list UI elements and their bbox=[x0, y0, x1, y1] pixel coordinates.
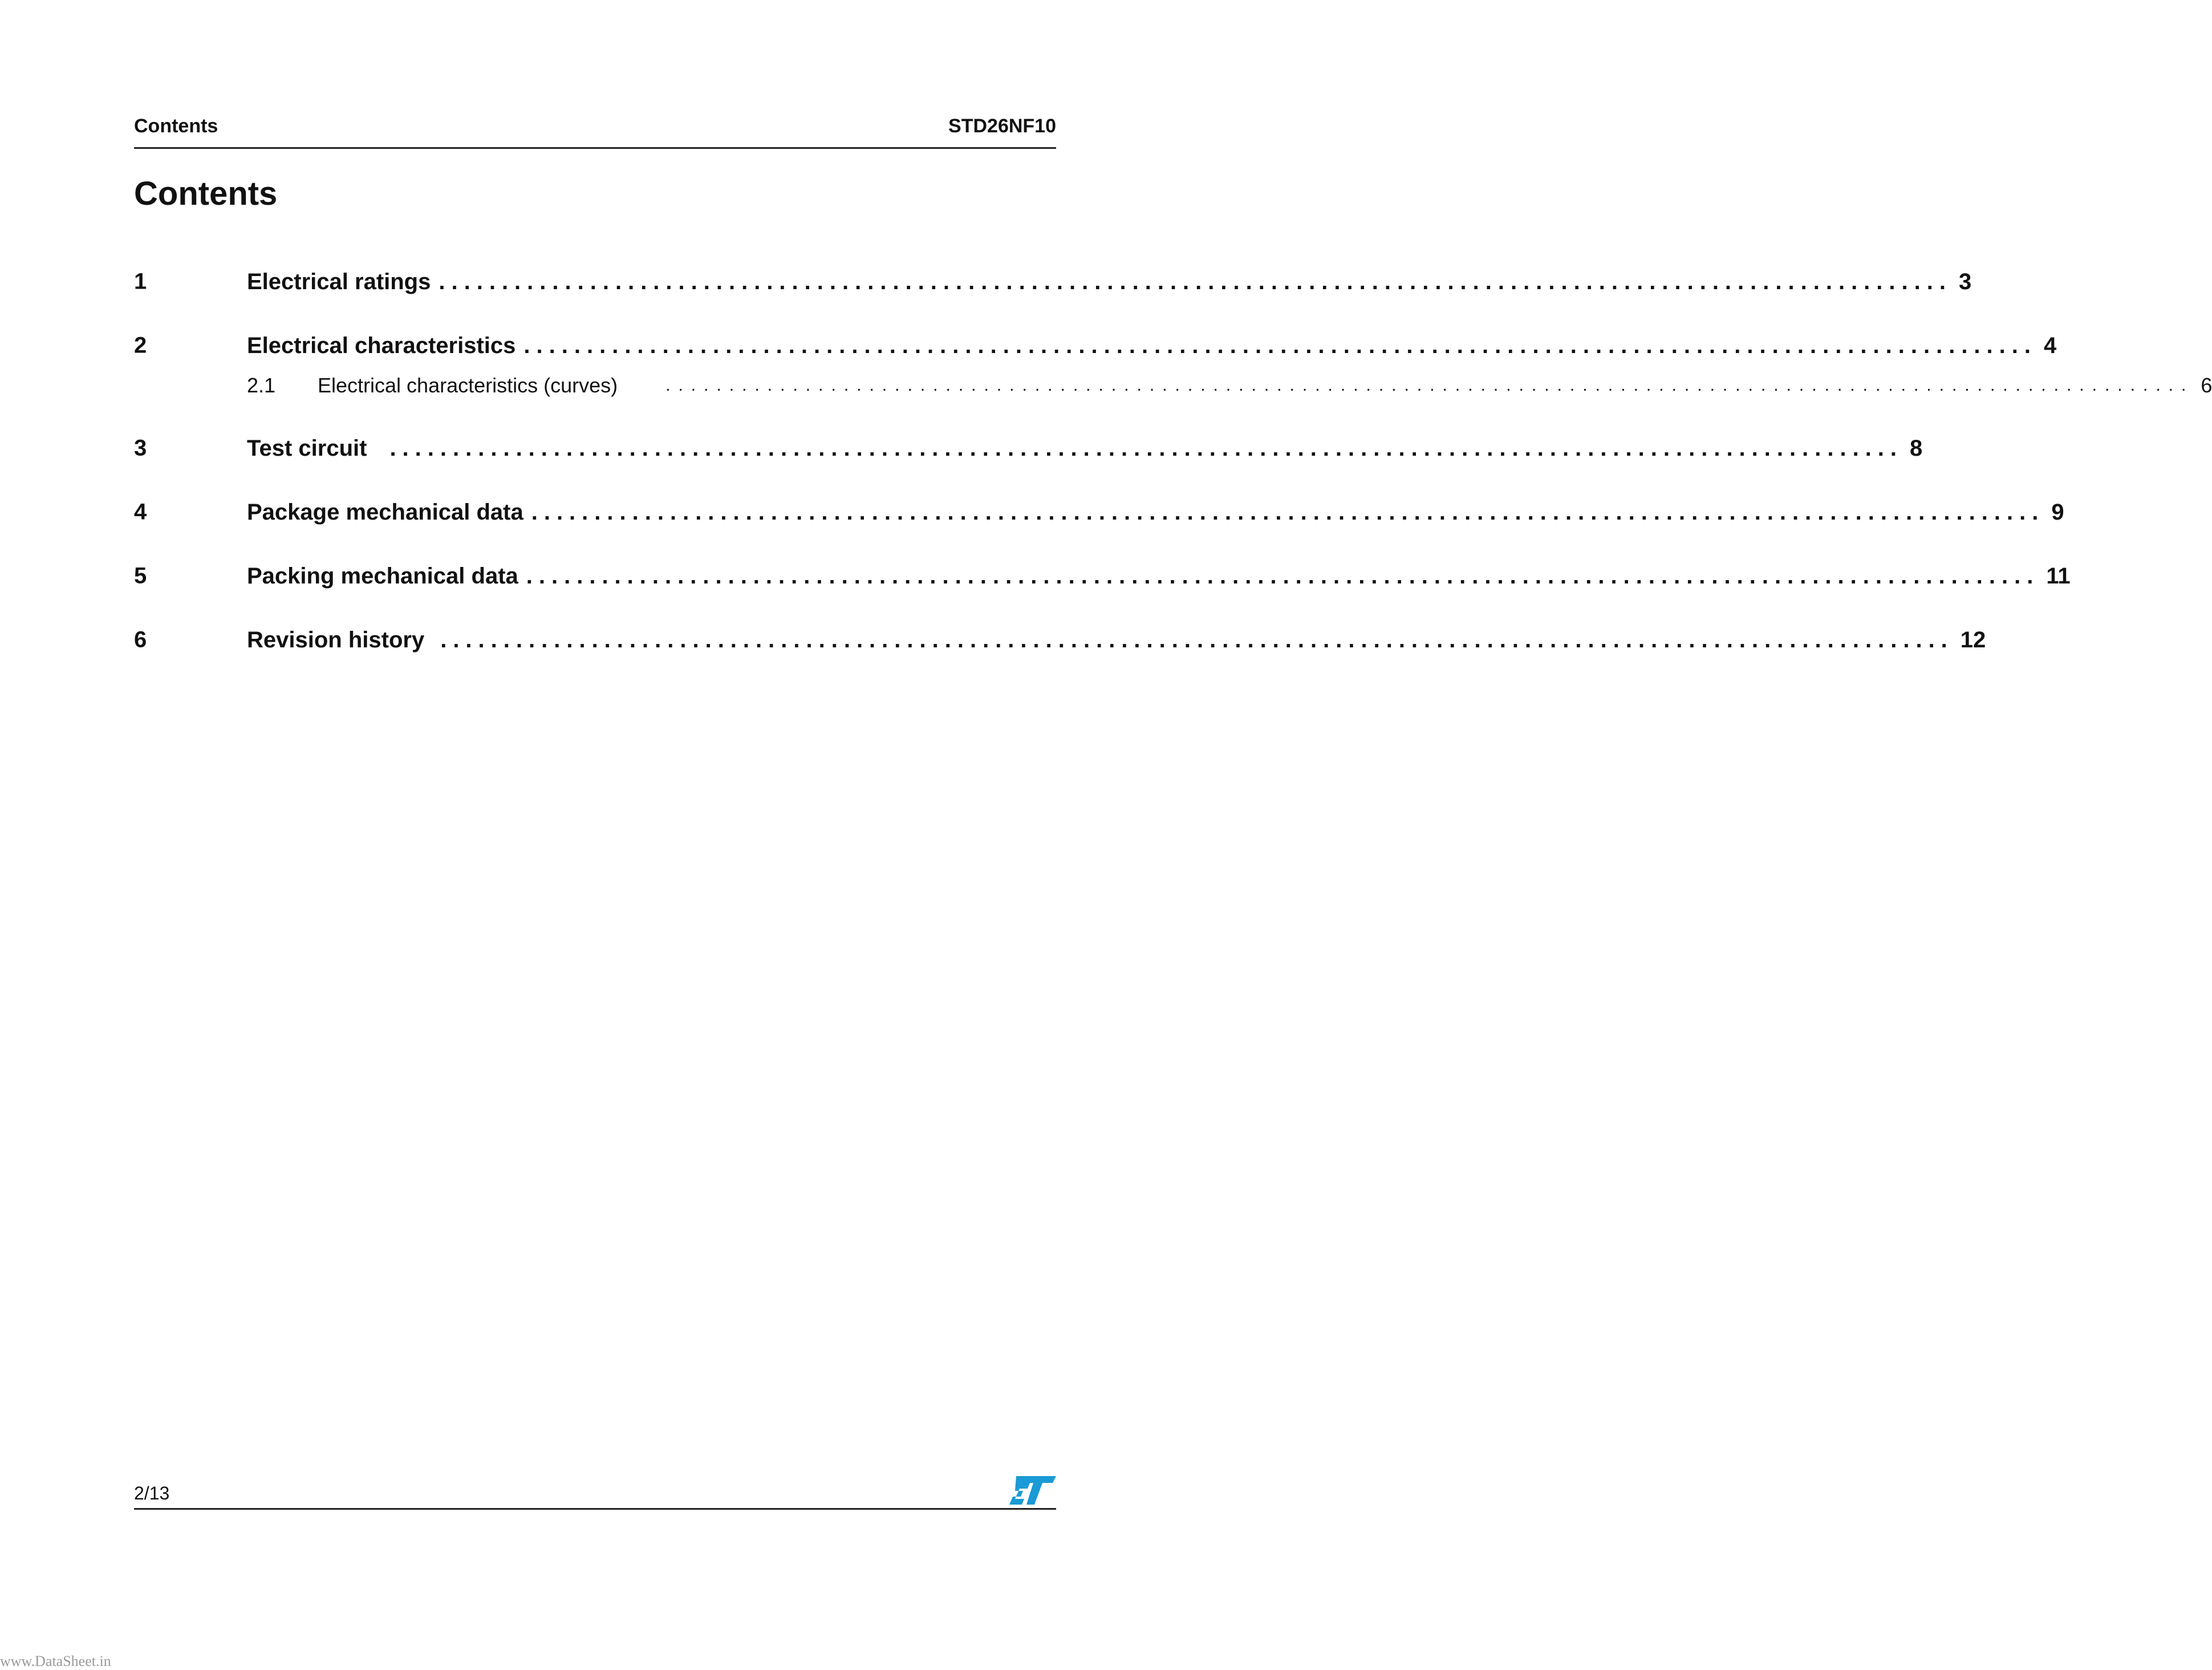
toc-entry-page: 6 bbox=[2201, 374, 2212, 397]
toc-entry-test-circuit[interactable] bbox=[134, 431, 1923, 465]
toc-entry-page: 12 bbox=[1960, 627, 1986, 652]
toc-entry-electrical-characteristics-curves[interactable] bbox=[134, 368, 2212, 403]
toc-entry-title: Test circuit bbox=[247, 435, 367, 461]
toc-entry-electrical-ratings[interactable] bbox=[134, 265, 1972, 299]
dot-leader: ........................................................................................................................ bbox=[440, 627, 1954, 652]
toc-entry-number: 5 bbox=[134, 563, 147, 589]
watermark: www.DataSheet.in bbox=[0, 1653, 111, 1669]
running-header-part-number: STD26NF10 bbox=[948, 115, 1056, 137]
dot-leader: ........................................................................................................................ bbox=[523, 333, 2037, 358]
toc-entry-number: 6 bbox=[134, 627, 147, 652]
dot-leader: ........................................................................................................................ bbox=[389, 435, 1903, 461]
toc-entry-revision-history[interactable] bbox=[134, 623, 1986, 657]
toc-entry-number: 4 bbox=[134, 499, 147, 525]
toc-entry-page: 9 bbox=[2051, 499, 2064, 525]
toc-entry-page: 3 bbox=[1958, 269, 1972, 294]
header-divider bbox=[134, 147, 1056, 149]
toc-entry-page: 4 bbox=[2044, 333, 2057, 358]
toc-entry-number: 2 bbox=[134, 333, 147, 358]
toc-entry-title: Revision history bbox=[247, 627, 425, 652]
toc-entry-title: Electrical characteristics (curves) bbox=[318, 374, 618, 397]
dot-leader: ........................................................................................................................ bbox=[526, 563, 2040, 589]
toc-entry-number: 1 bbox=[134, 269, 147, 294]
toc-entry-number: 2.1 bbox=[247, 374, 276, 397]
toc-entry-title: Electrical ratings bbox=[247, 269, 431, 294]
toc-entry-packing-mechanical-data[interactable] bbox=[134, 559, 2071, 593]
running-header-section: Contents bbox=[134, 115, 218, 137]
toc-entry-electrical-characteristics[interactable] bbox=[134, 329, 2057, 363]
toc-entry-package-mechanical-data[interactable] bbox=[134, 495, 2064, 529]
page-number: 2/13 bbox=[134, 1483, 170, 1503]
toc-entry-page: 11 bbox=[2046, 563, 2071, 589]
toc-entry-title: Electrical characteristics bbox=[247, 333, 516, 358]
footer-divider bbox=[134, 1508, 1056, 1510]
toc-entry-number: 3 bbox=[134, 435, 147, 461]
dot-leader: ........................................................................................................................ bbox=[665, 376, 2194, 395]
toc-entry-title: Package mechanical data bbox=[247, 499, 523, 525]
st-logo-icon bbox=[1008, 1475, 1057, 1506]
page-title: Contents bbox=[134, 175, 278, 212]
dot-leader: ........................................................................................................................ bbox=[531, 499, 2045, 525]
toc-entry-title: Packing mechanical data bbox=[247, 563, 518, 589]
dot-leader: ........................................................................................................................ bbox=[439, 269, 1952, 294]
toc-entry-page: 8 bbox=[1910, 435, 1923, 461]
